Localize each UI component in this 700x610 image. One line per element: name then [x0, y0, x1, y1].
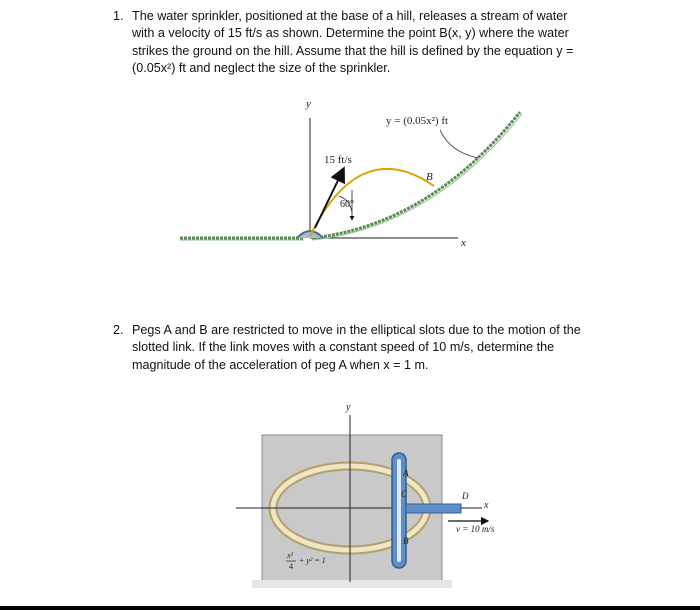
- slotted-link-figure: [230, 395, 530, 595]
- plate-shadow: [252, 580, 452, 588]
- x-axis-label: x: [461, 237, 466, 249]
- problem-1-number: 1.: [113, 9, 124, 23]
- curve-label: y = (0.05x²) ft: [386, 115, 449, 127]
- point-b-label: B: [426, 171, 433, 183]
- problem-1-line: with a velocity of 15 ft/s as shown. Determine the point B(x, y) where the water: [132, 26, 569, 41]
- ellipse-eq-rest: + y² = 1: [299, 556, 326, 565]
- problem-1-line: strikes the ground on the hill. Assume that the hill is defined by the equation y =: [132, 43, 574, 58]
- velocity-label: v = 10 m/s: [456, 524, 495, 534]
- link-rod: [406, 504, 461, 513]
- ellipse-eq-denominator: 4: [289, 562, 293, 571]
- d-label: D: [462, 491, 469, 501]
- problem-2-line: magnitude of the acceleration of peg A when x = 1 m.: [132, 357, 429, 372]
- c-label: C: [401, 489, 408, 499]
- angle-label: 60°: [340, 199, 354, 210]
- velocity-arrow: [315, 170, 343, 228]
- y-axis-label: y: [346, 402, 351, 413]
- problem-2-line: Pegs A and B are restricted to move in the elliptical slots due to the motion of the: [132, 323, 581, 337]
- peg-a-label: A: [403, 468, 409, 478]
- problem-1-text: [132, 8, 614, 78]
- velocity-label: 15 ft/s: [324, 154, 352, 166]
- peg-b-label: B: [403, 536, 409, 546]
- sprinkler-figure: [170, 95, 550, 255]
- water-trajectory: [310, 169, 434, 236]
- y-axis-label: y: [306, 98, 311, 110]
- curve-leader: [440, 130, 478, 158]
- problem-2-line: slotted link. If the link moves with a constant speed of 10 m/s, determine the: [132, 340, 555, 355]
- problem-1-line: The water sprinkler, positioned at the base of a hill, releases a stream of water: [132, 9, 568, 23]
- link-slot: [397, 459, 401, 562]
- problem-1-line: (0.05x²) ft and neglect the size of the sprinkler.: [132, 61, 391, 76]
- page-bottom-border: [0, 606, 700, 610]
- ellipse-eq-numerator: x²: [287, 551, 293, 560]
- problem-2-text: [132, 322, 614, 374]
- problem-2-number: 2.: [113, 323, 124, 337]
- x-axis-label: x: [484, 500, 489, 511]
